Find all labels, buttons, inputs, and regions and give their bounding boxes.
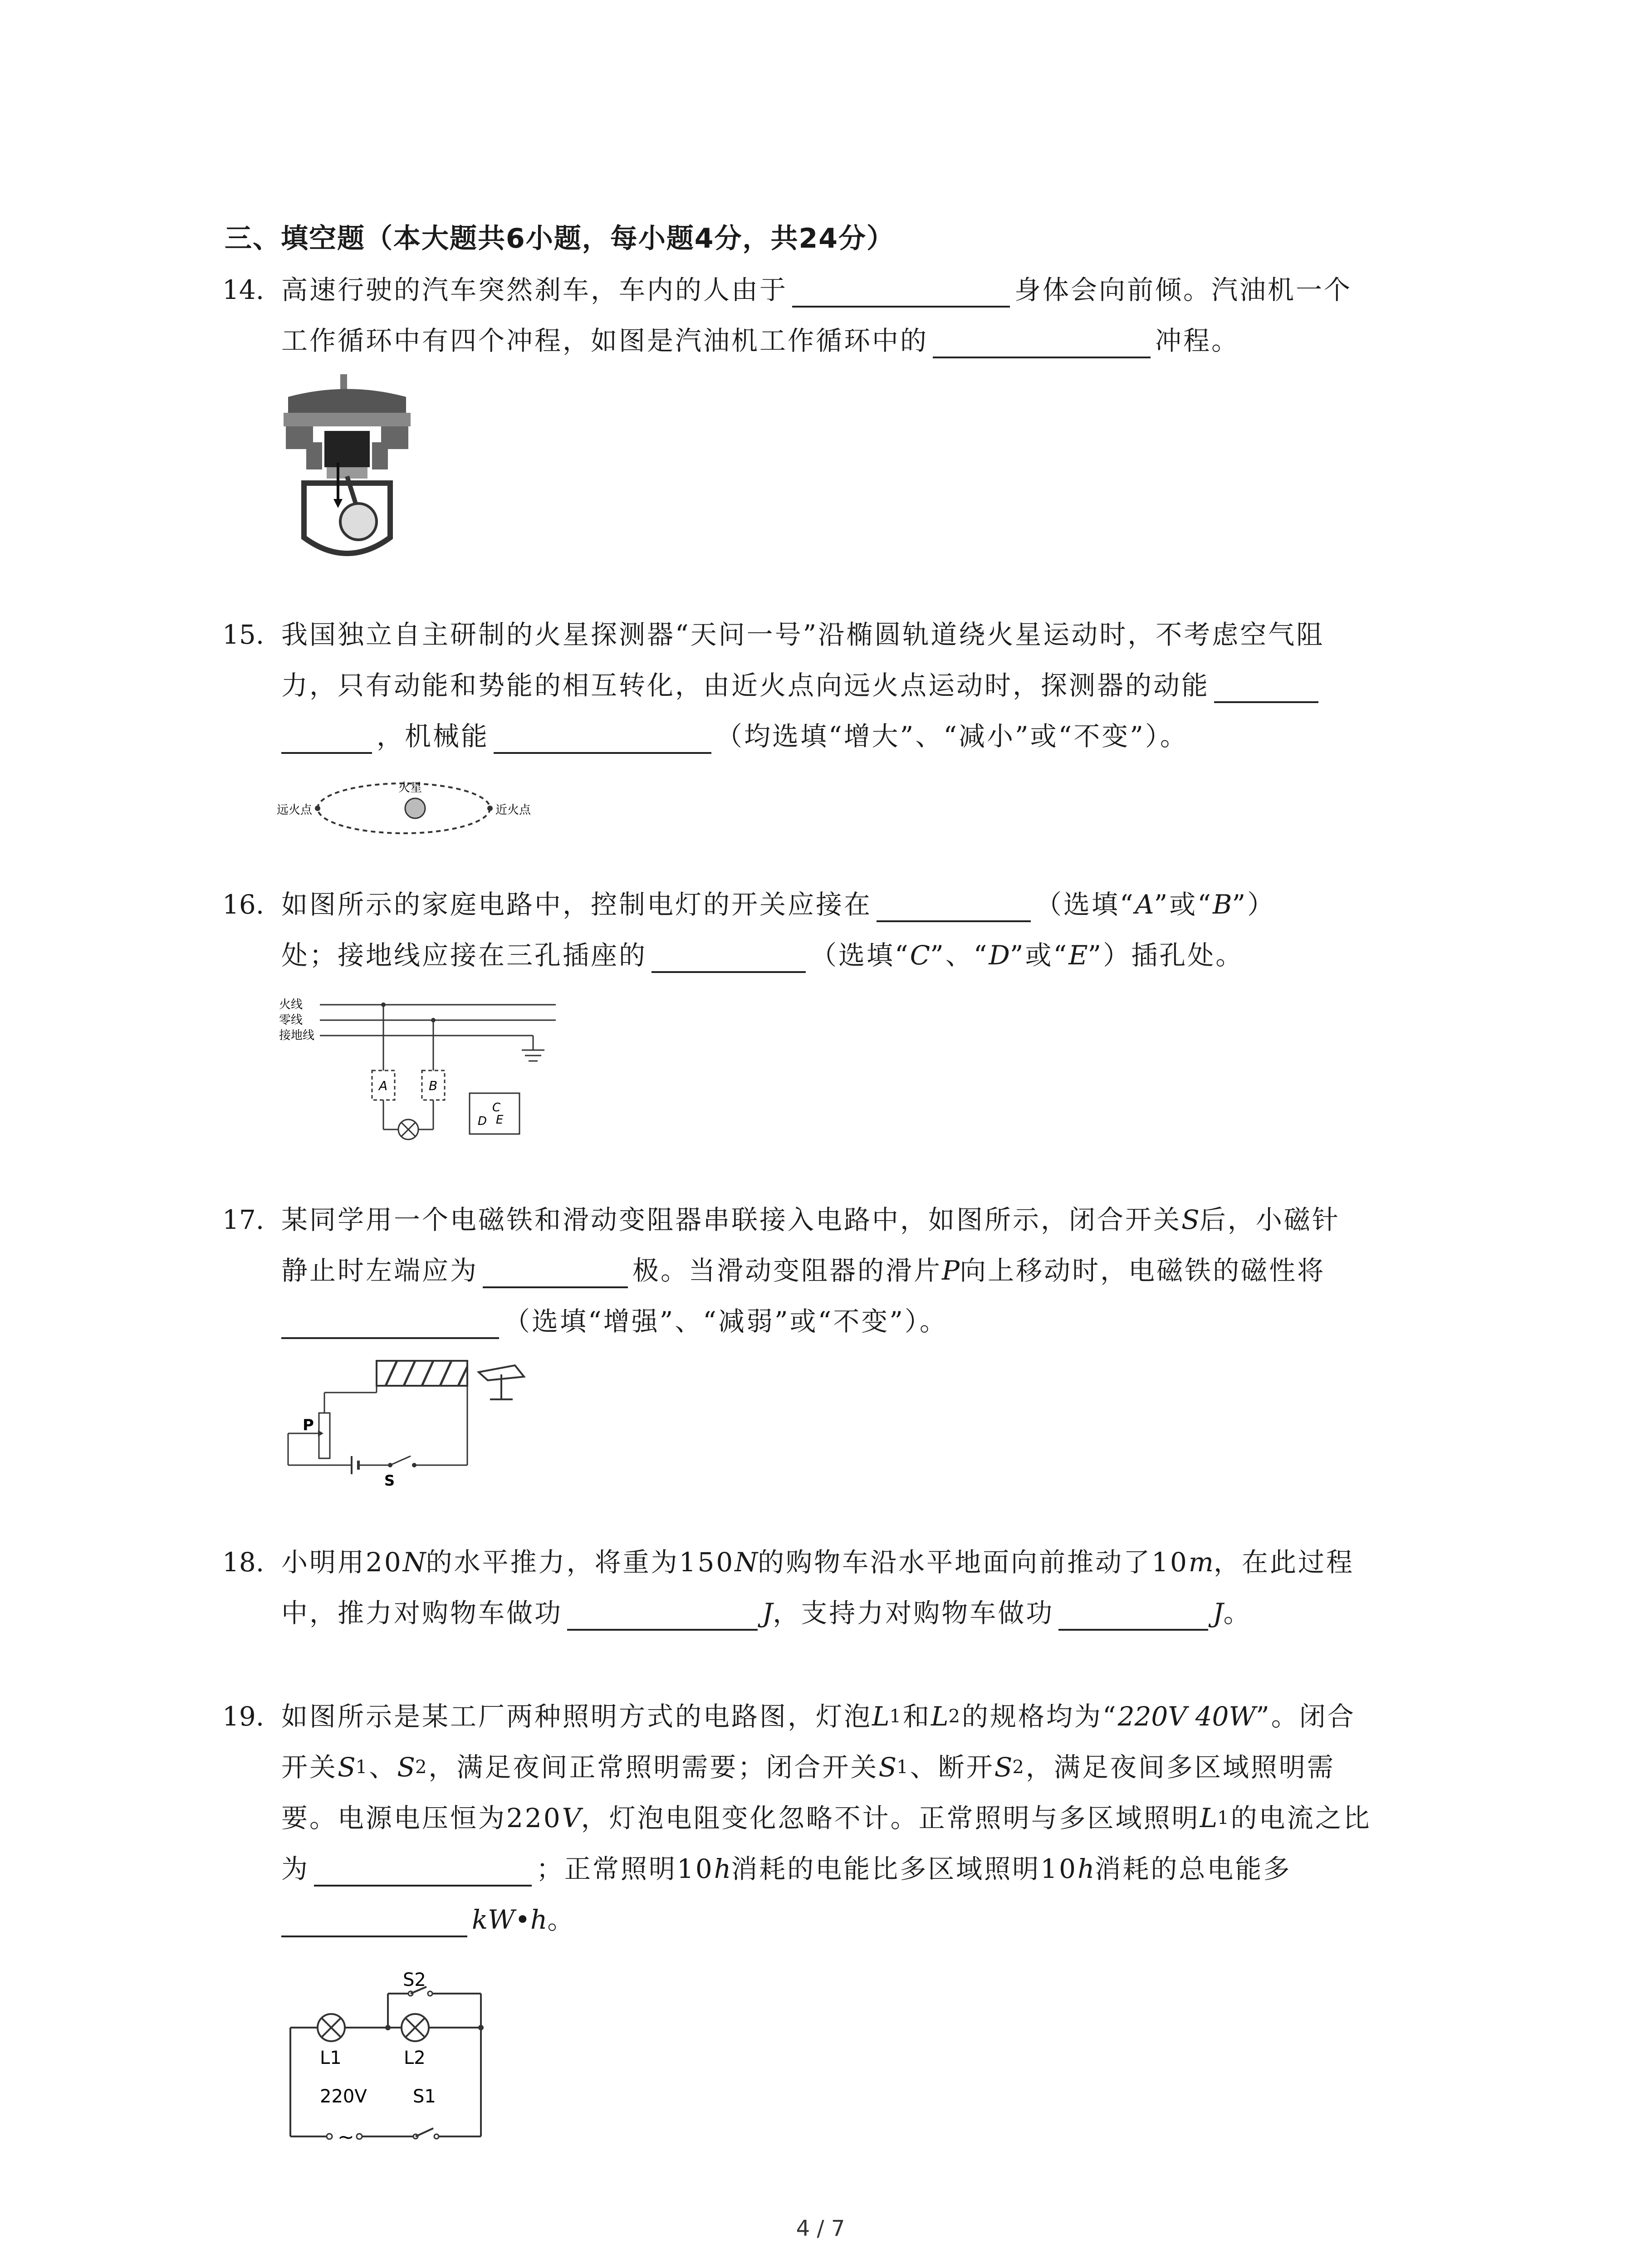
answer-blank[interactable] [567,1601,758,1631]
answer-blank[interactable] [792,278,1010,308]
option-c: C [910,940,931,971]
text: 身体会向前倾。汽油机一个 [1014,274,1352,305]
answer-blank[interactable] [494,724,711,754]
switch-s1-label: S1 [413,2086,436,2107]
neutral-wire-label: 零线 [279,1013,303,1027]
section-title: 三、填空题（本大题共6小题，每小题4分，共24分） [225,223,895,254]
text: ”或“ [1009,940,1069,971]
answer-blank[interactable] [281,1309,499,1339]
text: 如图所示的家庭电路中，控制电灯的开关应接在 [281,889,872,920]
text: 如图所示是某工厂两种照明方式的电路图，灯泡 [281,1701,872,1732]
ac-symbol: ~ [338,2126,354,2149]
subscript: 1 [1217,1808,1231,1828]
switch-a-label: A [379,1078,388,1093]
text: 的电流之比 [1230,1803,1372,1833]
symbol: L [931,1701,949,1732]
text: ，在此过程 [1213,1547,1354,1578]
option-d: D [989,940,1010,971]
text: 力，只有动能和势能的相互转化，由近火点向远火点运动时，探测器的动能 [281,670,1210,701]
subscript: 1 [896,1757,910,1778]
text: 静止时左端应为 [281,1255,479,1286]
slider-p-label: P [303,1416,314,1434]
ground-wire-label: 接地线 [279,1029,315,1042]
question-number: 16. [222,889,265,920]
text: 为 [281,1853,310,1884]
symbol: S [994,1752,1013,1783]
answer-blank[interactable] [483,1258,628,1288]
question-14 [222,272,1456,374]
subscript: 2 [948,1706,962,1727]
far-point-label: 远火点 [277,803,313,817]
answer-blank[interactable] [1058,1601,1208,1631]
unit: kW•h [472,1904,548,1935]
text: 消耗的电能比多区域照明 [731,1853,1041,1884]
text: 我国独立自主研制的火星探测器“天问一号”沿椭圆轨道绕火星运动时，不考虑空气阻 [281,619,1325,650]
answer-blank[interactable] [314,1857,532,1887]
text: 处；接地线应接在三孔插座的 [281,940,647,971]
text: （选填“ [1035,889,1135,920]
unit: N [735,1547,758,1578]
switch-symbol: S [1181,1204,1200,1235]
household-circuit-figure [279,996,569,1145]
text: 向上移动时，电磁铁的磁性将 [960,1255,1326,1286]
unit: V [562,1803,581,1833]
text: 的水平推力，将重为 [426,1547,679,1578]
text: 要。电源电压恒为 [281,1803,507,1833]
text: ”、“ [930,940,989,971]
text: ，灯泡电阻变化忽略不计。正常照明与多区域照明 [581,1803,1200,1833]
symbol: S [878,1752,897,1783]
text: ”）插孔处。 [1087,940,1244,971]
subscript: 2 [415,1757,429,1778]
text: ；正常照明 [536,1853,677,1884]
text: 某同学用一个电磁铁和滑动变阻器串联接入电路中，如图所示，闭合开关 [281,1204,1182,1235]
unit: h [714,1853,731,1884]
option-a: A [1135,889,1154,920]
electromagnet-circuit-figure [279,1354,542,1490]
question-number: 15. [222,619,265,650]
text: 、 [369,1752,397,1783]
question-18 [222,1545,1456,1646]
switch-b-label: B [429,1078,438,1093]
text: 极。当滑动变阻器的滑片 [632,1255,942,1286]
text: 的购物车沿水平地面向前推动了 [758,1547,1152,1578]
text: 消耗的总电能多 [1094,1853,1292,1884]
text: ，支持力对购物车做功 [773,1598,1054,1628]
answer-blank[interactable] [933,328,1151,358]
unit: J [1213,1598,1224,1628]
text: ，满足夜间正常照明需要；闭合开关 [428,1752,879,1783]
socket-c-label: C [492,1101,501,1114]
question-number: 17. [222,1204,265,1235]
text: 开关 [281,1752,338,1783]
answer-blank[interactable] [281,1907,467,1937]
value: 20 [366,1547,403,1578]
value: 10 [1040,1853,1078,1884]
text: 小明用 [281,1547,366,1578]
question-17 [222,1202,1456,1354]
unit: J [762,1598,773,1628]
switch-s2-label: S2 [403,1970,426,1990]
text: 中，推力对购物车做功 [281,1598,563,1628]
text: 的规格均为“ [961,1701,1118,1732]
text: 冲程。 [1155,325,1240,356]
lamp-l1-label: L1 [320,2048,342,2068]
mars-orbit-figure [277,771,531,839]
text: 后，小磁针 [1199,1204,1340,1235]
subscript: 1 [355,1757,369,1778]
live-wire-label: 火线 [279,998,303,1012]
symbol: S [338,1752,356,1783]
mars-label: 火星 [398,781,422,795]
answer-blank[interactable] [652,943,806,973]
voltage-label: 220V [320,2086,367,2107]
symbol: L [1200,1803,1218,1833]
text: 。 [547,1904,576,1935]
near-point-label: 近火点 [495,803,531,817]
answer-blank[interactable] [1214,673,1318,703]
switch-s-label: S [384,1472,395,1489]
question-19 [222,1699,1456,1953]
option-b: B [1212,889,1232,920]
question-number: 19. [222,1701,265,1732]
text: 工作循环中有四个冲程，如图是汽油机工作循环中的 [281,325,929,356]
question-number: 14. [222,274,265,305]
subscript: 1 [889,1706,903,1727]
text: （选填“增强”、“减弱”或“不变”）。 [504,1306,948,1337]
value: 10 [1151,1547,1189,1578]
text: 。 [1223,1598,1252,1628]
option-e: E [1068,940,1088,971]
page-number: 4 / 7 [796,2216,845,2241]
question-number: 18. [222,1547,265,1578]
unit: h [1078,1853,1095,1884]
socket-e-label: E [496,1113,504,1127]
question-15 [222,617,1456,769]
socket-d-label: D [478,1114,487,1128]
unit: m [1188,1547,1214,1578]
text: 和 [902,1701,931,1732]
answer-blank[interactable] [877,892,1031,922]
text: ，机械能 [377,721,490,752]
value: 220 [506,1803,562,1833]
symbol: S [397,1752,415,1783]
lighting-circuit-figure [281,1964,499,2159]
text: 高速行驶的汽车突然刹车，车内的人由于 [281,274,788,305]
lamp-l2-label: L2 [404,2048,426,2068]
slider-symbol: P [942,1255,960,1286]
lamp-spec: 220V 40W [1117,1701,1256,1732]
unit: N [402,1547,426,1578]
text: ，满足夜间多区域照明需 [1025,1752,1335,1783]
text: ”。闭合 [1256,1701,1356,1732]
value: 10 [677,1853,714,1884]
value: 150 [679,1547,735,1578]
subscript: 2 [1012,1757,1026,1778]
text: ”） [1232,889,1276,920]
text: （选填“ [810,940,910,971]
text: ”或“ [1154,889,1213,920]
text: （均选填“增大”、“减小”或“不变”）。 [716,721,1188,752]
symbol: L [872,1701,890,1732]
question-16 [222,887,1456,988]
text: 、断开 [910,1752,994,1783]
answer-blank-continued[interactable] [281,724,372,754]
gasoline-engine-figure [279,370,415,569]
